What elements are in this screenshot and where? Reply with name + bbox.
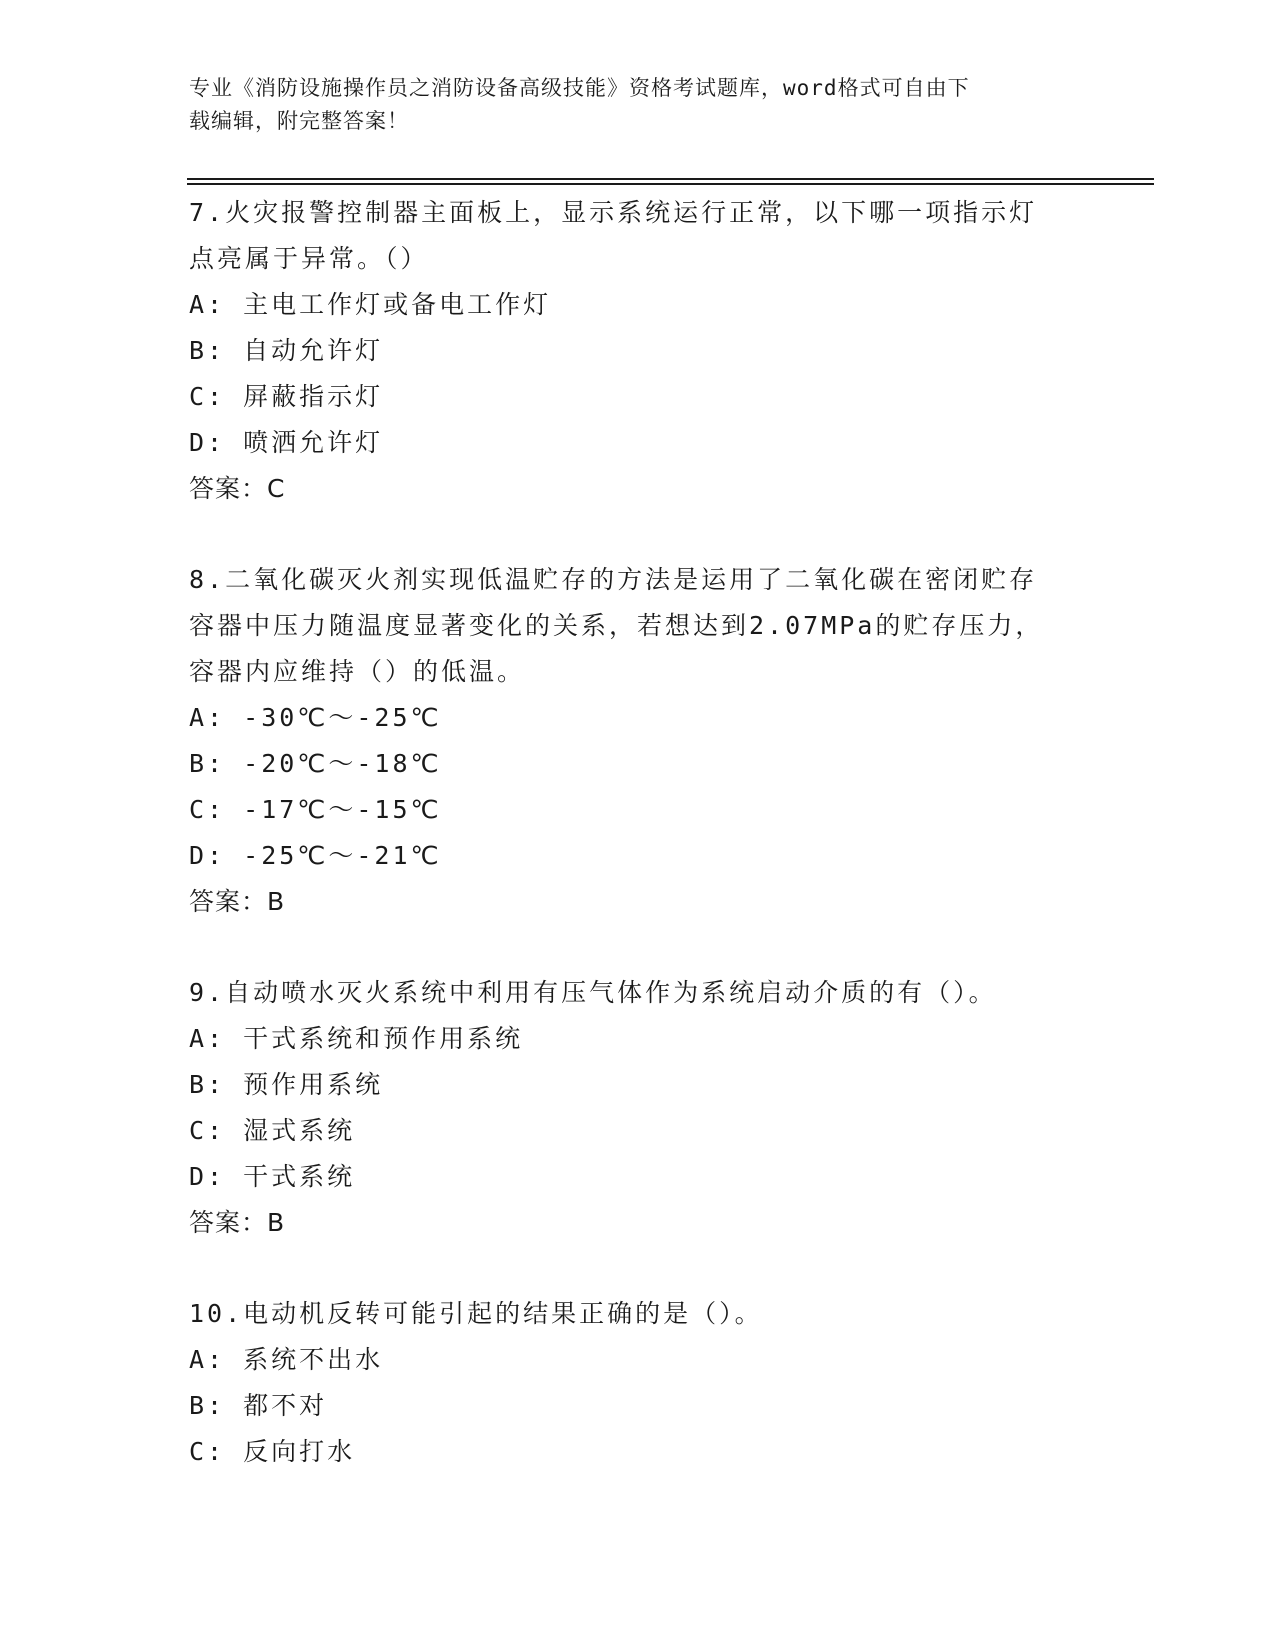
question-9-option-b: B: 预作用系统 <box>189 1070 384 1099</box>
question-7-option-c: C: 屏蔽指示灯 <box>189 382 384 411</box>
header-line-2: 载编辑，附完整答案！ <box>189 109 409 133</box>
question-7-text-line-1: 7.火灾报警控制器主面板上，显示系统运行正常，以下哪一项指示灯 <box>189 198 1038 227</box>
header-divider-top <box>187 178 1154 180</box>
question-10-option-b: B: 都不对 <box>189 1391 328 1420</box>
question-gap <box>189 925 1089 970</box>
question-10-option-c: C: 反向打水 <box>189 1437 356 1466</box>
question-7-option-b: B: 自动允许灯 <box>189 336 384 365</box>
question-10 <box>189 1291 1089 1475</box>
question-8-option-c: C: -17℃～-15℃ <box>189 795 442 824</box>
question-gap <box>189 1246 1089 1291</box>
question-9-answer: 答案：B <box>189 1208 286 1237</box>
question-7-text-line-2: 点亮属于异常。（） <box>189 244 429 273</box>
question-8-text-line-3: 容器内应维持（）的低温。 <box>189 657 526 686</box>
question-gap <box>189 512 1089 557</box>
document-header <box>189 72 1089 138</box>
question-9-option-c: C: 湿式系统 <box>189 1116 356 1145</box>
question-8-text-line-1: 8.二氧化碳灭火剂实现低温贮存的方法是运用了二氧化碳在密闭贮存 <box>189 565 1038 594</box>
question-8-answer: 答案：B <box>189 887 286 916</box>
header-line-1: 专业《消防设施操作员之消防设备高级技能》资格考试题库，word格式可自由下 <box>189 76 970 100</box>
question-7-answer: 答案：C <box>189 474 286 503</box>
header-divider-bottom <box>187 183 1154 185</box>
question-9-option-d: D: 干式系统 <box>189 1162 356 1191</box>
question-9-option-a: A: 干式系统和预作用系统 <box>189 1024 524 1053</box>
question-7 <box>189 190 1089 512</box>
question-7-option-a: A: 主电工作灯或备电工作灯 <box>189 290 552 319</box>
question-8-option-d: D: -25℃～-21℃ <box>189 841 442 870</box>
question-8-option-a: A: -30℃～-25℃ <box>189 703 442 732</box>
question-10-option-a: A: 系统不出水 <box>189 1345 384 1374</box>
question-9 <box>189 970 1089 1246</box>
question-8-text-line-2: 容器中压力随温度显著变化的关系，若想达到2.07MPa的贮存压力， <box>189 611 1044 640</box>
question-7-option-d: D: 喷洒允许灯 <box>189 428 384 457</box>
question-list <box>189 190 1089 1475</box>
question-8-option-b: B: -20℃～-18℃ <box>189 749 442 778</box>
question-8 <box>189 557 1089 925</box>
question-10-text-line-1: 10.电动机反转可能引起的结果正确的是（）。 <box>189 1299 763 1328</box>
question-9-text-line-1: 9.自动喷水灭火系统中利用有压气体作为系统启动介质的有（）。 <box>189 978 997 1007</box>
